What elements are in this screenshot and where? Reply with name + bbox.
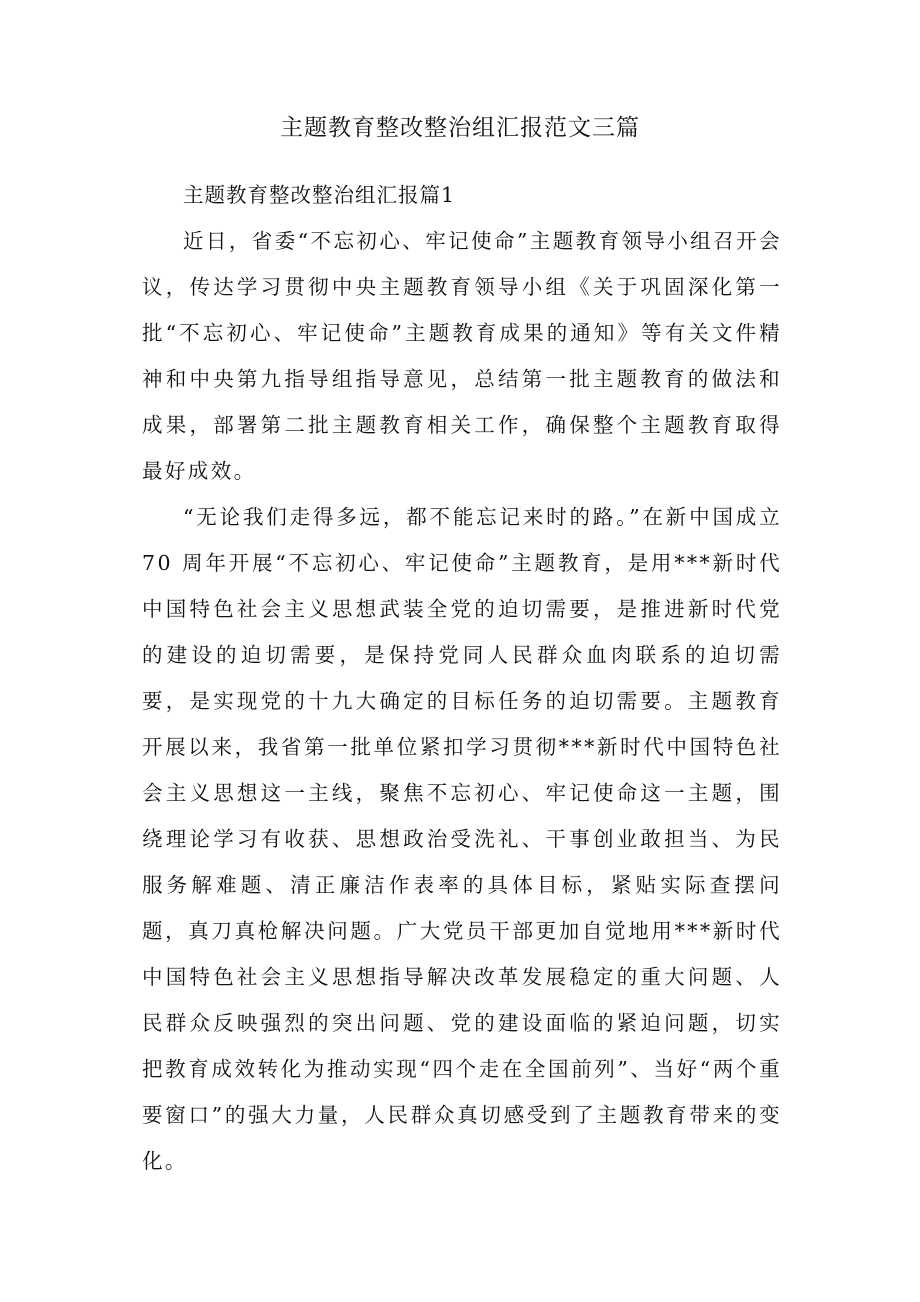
section-heading: 主题教育整改整治组汇报篇1 bbox=[183, 183, 456, 207]
document-body bbox=[142, 172, 782, 1184]
paragraph-2: “无论我们走得多远，都不能忘记来时的路。”在新中国成立 70 周年开展“不忘初心、牢记使命”主题教育，是用***新时代中国特色社会主义思想武装全党的迫切需要，是推进新时代党的建设的迫切需要，是保持党同人民群众血肉联系的迫切需要，是实现党的十九大确定的目标任务的迫切需要。主题教育开展以来，我省第一批单位紧扣学习贯彻***新时代中国特色社会主义思想这一主线，聚焦不忘初心、牢记使命这一主题，围绕理论学习有收获、思想政治受洗礼、干事创业敢担当、为民服务解难题、清正廉洁作表率的具体目标，紧贴实际查摆问题，真刀真枪解决问题。广大党员干部更加自觉地用***新时代中国特色社会主义思想指导解决改革发展稳定的重大问题、人民群众反映强烈的突出问题、党的建设面临的紧迫问题，切实把教育成效转化为推动实现“四个走在全国前列”、当好“两个重要窗口”的强大力量，人民群众真切感受到了主题教育带来的变化。 bbox=[142, 505, 782, 1173]
document-title: 主题教育整改整治组汇报范文三篇 bbox=[280, 115, 640, 141]
paragraph-1: 近日，省委“不忘初心、牢记使命”主题教育领导小组召开会议，传达学习贯彻中央主题教育领导小组《关于巩固深化第一批“不忘初心、牢记使命”主题教育成果的通知》等有关文件精神和中央第九指导组指导意见，总结第一批主题教育的做法和成果，部署第二批主题教育相关工作，确保整个主题教育取得最好成效。 bbox=[142, 229, 782, 483]
